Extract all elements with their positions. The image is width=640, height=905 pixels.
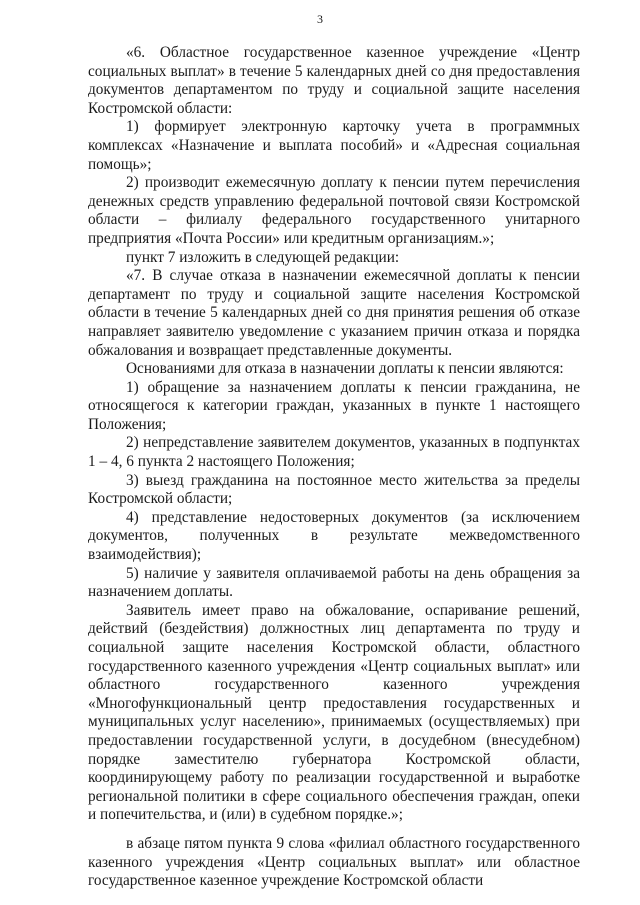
paragraph-refusal-grounds: Основаниями для отказа в назначении доплаты к пенсии являются: xyxy=(126,360,564,378)
page-number: 3 xyxy=(317,12,323,26)
paragraph-subitem-6-2: 2) производит ежемесячную доплату к пенсии путем перечисления денежных средств управлению федеральной почтовой связи Костромской области – филиалу федерального государственного унитарного предприятия «Почта России» или кредитным организациям.»; xyxy=(88,174,580,247)
paragraph-ground-3: 3) выезд гражданина на постоянное место жительства за пределы Костромской области; xyxy=(88,471,580,508)
paragraph-ground-4: 4) представление недостоверных документов (за исключением документов, полученных в результате межведомственного взаимодействия); xyxy=(88,508,580,564)
paragraph-amend-item-7: пункт 7 изложить в следующей редакции: xyxy=(126,248,400,266)
paragraph-item-6: «6. Областное государственное казенное учреждение «Центр социальных выплат» в течение 5 календарных дней со дня предоставления документов департаментом по труду и социальной защите населения Костромской области: xyxy=(88,44,580,117)
paragraph-ground-1: 1) обращение за назначением доплаты к пенсии гражданина, не относящегося к категории граждан, указанных в пункте 1 настоящего Положения; xyxy=(88,378,580,433)
paragraph-ground-5: 5) наличие у заявителя оплачиваемой работы на день обращения за назначением доплаты. xyxy=(88,564,580,601)
paragraph-item-7: «7. В случае отказа в назначении ежемесячной доплаты к пенсии департамент по труду и социальной защите населения Костромской области в течение 5 календарных дней со дня принятия решения об отказе направляет заявителю уведомление с указанием причин отказа и порядка обжалования и возвращает представленные документы. xyxy=(88,267,580,359)
document-body xyxy=(88,44,580,891)
paragraph-subitem-6-1: 1) формирует электронную карточку учета в программных комплексах «Назначение и выплата пособий» и «Адресная социальная помощь»; xyxy=(88,118,580,173)
paragraph-appeal-right: Заявитель имеет право на обжалование, оспаривание решений, действий (бездействия) должностных лиц департамента по труду и социальной защите населения Костромской области, областного государственного казенного учреждения «Центр социальных выплат» или областного государственного казенного учреждения «Многофункциональный центр предоставления государственных и муниципальных услуг населению», принимаемых (осуществляемых) при предоставлении государственной услуги, в досудебном (внесудебном) порядке заместителю губернатора Костромской области, координирующему работу по реализации государственной и выработке региональной политики в сфере социального обеспечения граждан, опеки и попечительства, и (или) в судебном порядке.»; xyxy=(88,601,580,824)
paragraph-amend-item-9: в абзаце пятом пункта 9 слова «филиал областного государственного казенного учреждения «Центр социальных выплат» или областное государственное казенное учреждение Костромской области xyxy=(88,834,580,890)
paragraph-ground-2: 2) непредставление заявителем документов, указанных в подпунктах 1 – 4, 6 пункта 2 настоящего Положения; xyxy=(88,434,580,471)
